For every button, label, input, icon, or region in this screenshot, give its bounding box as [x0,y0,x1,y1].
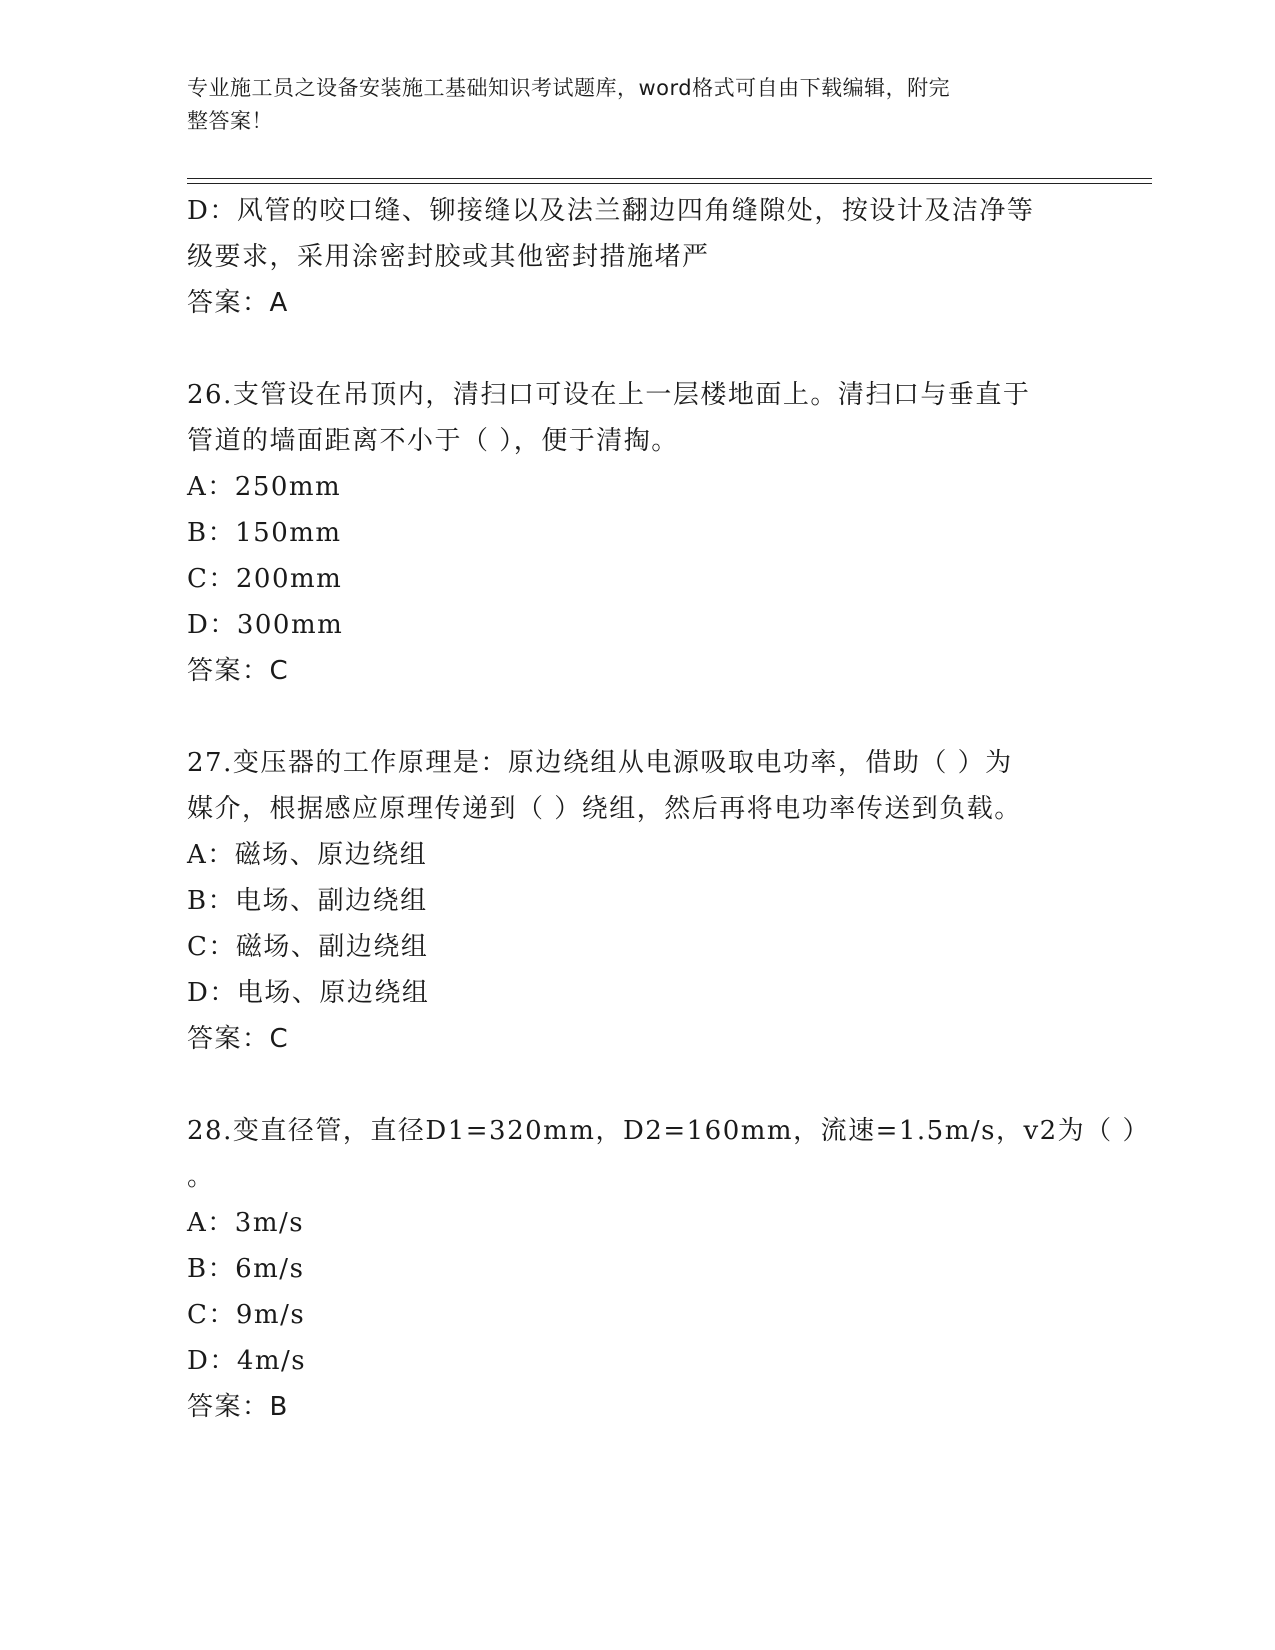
question-stem: 28.变直径管，直径D1=320mm，D2=160mm，流速=1.5m/s，v2为（ ） [187,1116,1150,1146]
option-b: B：6m/s [187,1254,305,1284]
question-26 [187,372,1087,694]
question-27 [187,740,1087,1062]
option-d: D：300mm [187,610,344,640]
answer-line: 答案：B [187,1392,289,1422]
option-b: B：150mm [187,518,342,548]
spacer [187,1062,1087,1108]
option-d: D：风管的咬口缝、铆接缝以及法兰翻边四角缝隙处，按设计及洁净等 [187,196,1035,226]
question-list [187,188,1150,1430]
option-b: B：电场、副边绕组 [187,886,428,916]
option-c: C：磁场、副边绕组 [187,932,429,962]
option-c: C：9m/s [187,1300,306,1330]
option-d-continued: 级要求，采用涂密封胶或其他密封措施堵严 [187,242,710,272]
spacer [187,694,1087,740]
header-divider-top [187,178,1152,179]
option-d: D：4m/s [187,1346,307,1376]
question-stem-continued: 管道的墙面距离不小于（ ），便于清掏。 [187,426,679,456]
option-c: C：200mm [187,564,343,594]
option-a: A：磁场、原边绕组 [187,840,428,870]
question-stem-continued: 。 [187,1162,215,1192]
header-divider-bottom [187,183,1152,184]
option-a: A：3m/s [187,1208,305,1238]
question-stem-continued: 媒介，根据感应原理传递到（ ）绕组，然后再将电功率传送到负载。 [187,794,1022,824]
header-line-2: 整答案！ [187,109,273,133]
document-header [187,72,1067,138]
question-28 [187,1108,1150,1430]
answer-line: 答案：A [187,288,289,318]
question-stem: 26.支管设在吊顶内，清扫口可设在上一层楼地面上。清扫口与垂直于 [187,380,1031,410]
answer-line: 答案：C [187,656,290,686]
spacer [187,326,1087,372]
question-stem: 27.变压器的工作原理是：原边绕组从电源吸取电功率，借助（ ）为 [187,748,1013,778]
option-d: D：电场、原边绕组 [187,978,430,1008]
previous-question-tail [187,188,1087,326]
answer-line: 答案：C [187,1024,290,1054]
option-a: A：250mm [187,472,342,502]
header-line-1: 专业施工员之设备安装施工基础知识考试题库，word格式可自由下载编辑，附完 [187,76,951,100]
